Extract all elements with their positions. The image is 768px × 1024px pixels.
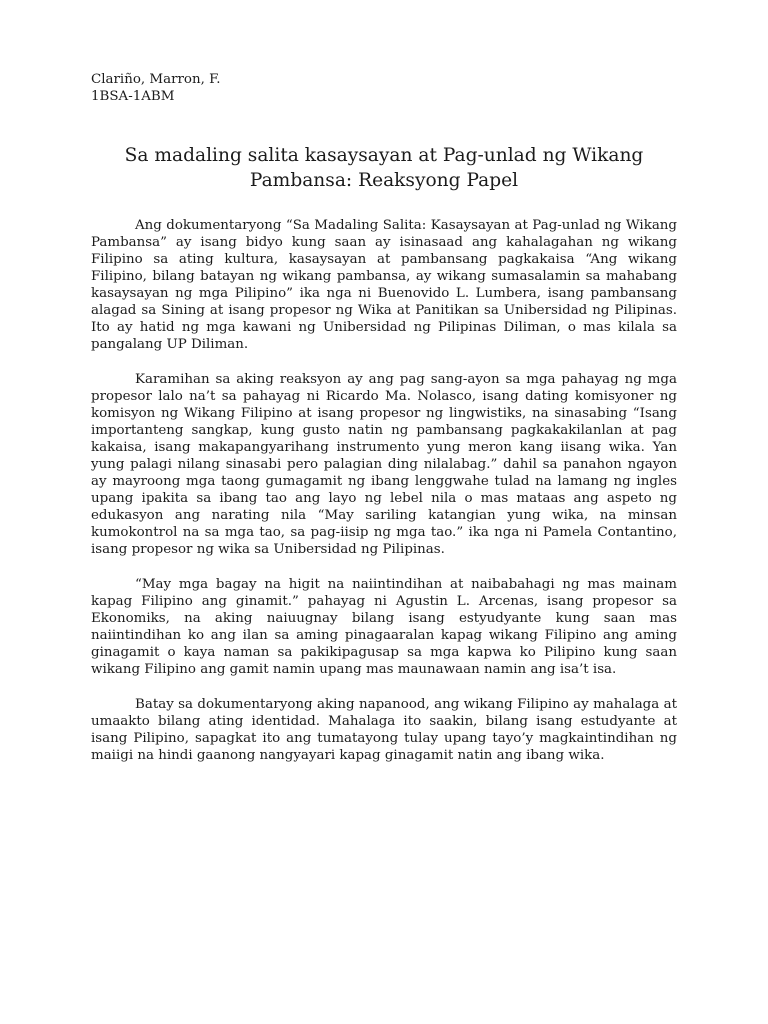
body-paragraph: Karamihan sa aking reaksyon ay ang pag sang-ayon sa mga pahayag ng mga propesor lalo na’t sa pahayag ni Ricardo Ma. Nolasco, isang dating komisyoner ng komisyon ng Wikang Filipino at isang propesor ng lingwistiks, na sinasabing “Isang importanteng sangkap, kung gusto natin ng pambansang pagkakakilanlan at pag kakaisa, isang makapangyarihang instrumento yung meron kang iisang wika. Yan yung palagi nilang sinasabi pero palagian ding nilalabag.” dahil sa panahon ngayon ay mayroong mga taong gumagamit ng ibang lenggwahe tulad na lamang ng ingles upang ipakita sa ibang tao ang layo ng lebel nila o mas mataas ang aspeto ng edukasyon ang narating nila “May sariling katangian yung wika, na minsan kumokontrol na sa mga tao, sa pag-iisip ng mga tao.” ika nga ni Pamela Contantino, isang propesor ng wika sa Unibersidad ng Pilipinas.: [91, 372, 677, 557]
body-paragraph: Ang dokumentaryong “Sa Madaling Salita: Kasaysayan at Pag-unlad ng Wikang Pambansa” ay isang bidyo kung saan ay isinasaad ang kahalagahan ng wikang Filipino sa ating kultura, kasaysayan at pambansang pagkakaisa “Ang wikang Filipino, bilang batayan ng wikang pambansa, ay wikang sumasalamin sa mahabang kasaysayan ng mga Pilipino” ika nga ni Buenovido L. Lumbera, isang pambansang alagad sa Sining at isang propesor ng Wika at Panitikan sa Unibersidad ng Pilipinas. Ito ay hatid ng mga kawani ng Unibersidad ng Pilipinas Diliman, o mas kilala sa pangalang UP Diliman.: [91, 218, 677, 352]
author-name: Clariño, Marron, F.: [91, 72, 221, 87]
body-paragraph: “May mga bagay na higit na naiintindihan at naibabahagi ng mas mainam kapag Filipino ang ginamit.” pahayag ni Agustin L. Arcenas, isang propesor sa Ekonomiks, na aking naiuugnay bilang isang estyudyante kung saan mas naiintindihan ko ang ilan sa aming pinagaaralan kapag wikang Filipino ang aming ginagamit o kaya naman sa pakikipagusap sa mga kapwa ko Pilipino kung saan wikang Filipino ang gamit namin upang mas maunawaan namin ang isa’t isa.: [91, 577, 677, 677]
body-paragraph: Batay sa dokumentaryong aking napanood, ang wikang Filipino ay mahalaga at umaakto bilang ating identidad. Mahalaga ito saakin, bilang isang estudyante at isang Pilipino, sapagkat ito ang tumatayong tulay upang tayo’y magkaintindihan ng maiigi na hindi gaanong nangyayari kapag ginagamit natin ang ibang wika.: [91, 697, 677, 763]
document-body: [91, 217, 677, 764]
author-block: [91, 71, 677, 105]
document-title: Sa madaling salita kasaysayan at Pag-unlad ng Wikang Pambansa: Reaksyong Papel: [124, 145, 644, 191]
author-section: 1BSA-1ABM: [91, 89, 175, 104]
